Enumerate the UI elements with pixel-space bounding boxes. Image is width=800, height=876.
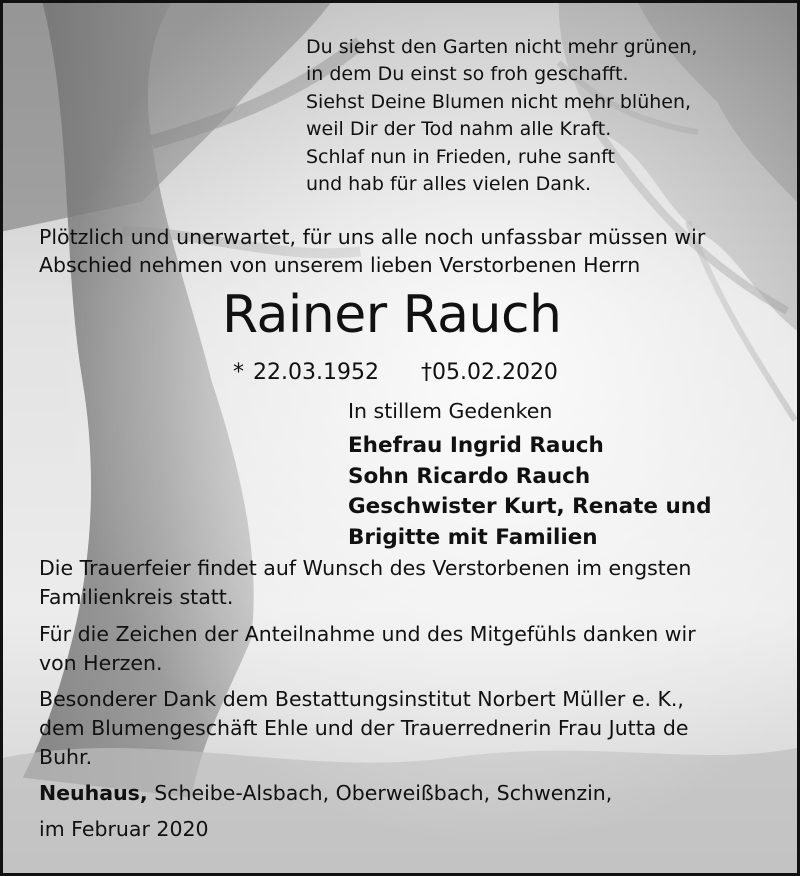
poem-line: Du siehst den Garten nicht mehr grünen, <box>306 36 698 58</box>
special-thanks-line: Besonderer Dank dem Bestattungsinstitut Norbert Müller e. K., <box>39 687 684 711</box>
mourner-line: Ehefrau Ingrid Rauch <box>348 433 604 458</box>
death-date: †05.02.2020 <box>420 360 558 385</box>
life-dates <box>233 360 558 385</box>
thanks-note <box>39 620 696 678</box>
announcement-text <box>39 223 705 279</box>
deceased-name: Rainer Rauch <box>222 285 562 345</box>
special-thanks-line: Buhr. <box>39 745 93 769</box>
poem-line: Siehst Deine Blumen nicht mehr blühen, <box>306 90 692 113</box>
mourner-line: Geschwister Kurt, Renate und <box>348 494 712 519</box>
date-line: im Februar 2020 <box>39 817 209 841</box>
funeral-note-line: Die Trauerfeier findet auf Wunsch des Verstorbenen im engsten <box>39 556 692 580</box>
announcement-line: Plötzlich und unerwartet, für uns alle noch unfassbar müssen wir <box>39 225 706 249</box>
mourner-line: Sohn Ricardo Rauch <box>348 463 591 489</box>
poem-line: Schlaf nun in Frieden, ruhe sanft <box>306 145 615 168</box>
birth-date: * 22.03.1952 <box>233 360 379 385</box>
mourners-list <box>348 431 711 553</box>
thanks-line: von Herzen. <box>39 651 163 675</box>
funeral-note-line: Familienkreis statt. <box>39 585 234 609</box>
places-line <box>39 781 612 805</box>
poem-line: und hab für alles vielen Dank. <box>306 173 591 196</box>
memorial-poem <box>306 34 697 198</box>
mourner-line: Brigitte mit Familien <box>348 524 598 550</box>
announcement-line: Abschied nehmen von unserem lieben Verstorbenen Herrn <box>39 253 641 277</box>
special-thanks-note <box>39 685 688 772</box>
poem-line: weil Dir der Tod nahm alle Kraft. <box>306 118 612 141</box>
notice-content <box>3 3 797 873</box>
other-places: Scheibe-Alsbach, Oberweißbach, Schwenzin, <box>154 781 613 805</box>
poem-line: in dem Du einst so froh geschafft. <box>306 63 629 86</box>
in-memory-heading: In stillem Gedenken <box>348 399 553 423</box>
thanks-line: Für die Zeichen der Anteilnahme und des Mitgefühls danken wir <box>39 622 696 646</box>
main-place: Neuhaus, <box>39 781 148 805</box>
special-thanks-line: dem Blumengeschäft Ehle und der Trauerrednerin Frau Jutta de <box>39 716 689 740</box>
funeral-note <box>39 554 691 612</box>
